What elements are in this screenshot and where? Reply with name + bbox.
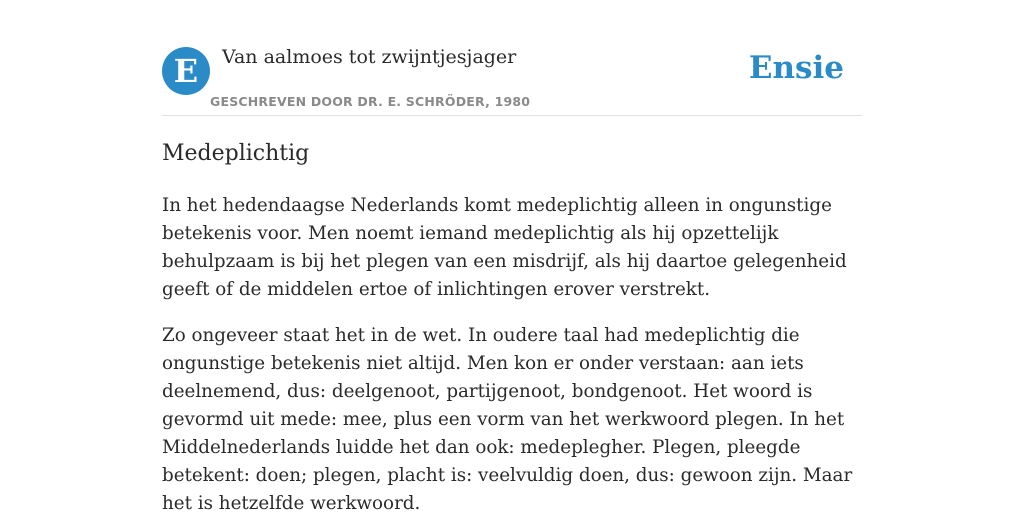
brand-logo[interactable]: Ensie (748, 50, 844, 86)
author-byline: GESCHREVEN DOOR DR. E. SCHRÖDER, 1980 (210, 94, 531, 109)
entry-heading: Medeplichtig (162, 141, 310, 166)
article-paragraph: In het hedendaagse Nederlands komt medeplichtig alleen in ongunstige betekenis voor. Men noemt iemand medeplichtig als hij opzettelijk behulpzaam is bij het plegen van een misdrijf, als hij daartoe gelegenheid geeft of de middelen ertoe of inlichtingen erover verstrekt. (162, 195, 847, 300)
article (162, 138, 867, 512)
ensie-logo-icon[interactable]: E (162, 47, 210, 95)
header-divider (162, 115, 862, 116)
article-paragraph: Zo ongeveer staat het in de wet. In oudere taal had medeplichtig die ongunstige betekenis niet altijd. Men kon er onder verstaan: aan iets deelnemend, dus: deelgenoot, partijgenoot, bondgenoot. Het woord is gevormd uit mede: mee, plus een vorm van het werkwoord plegen. In het Middelnederlands luidde het dan ook: medeplegher. Plegen, pleegde betekent: doen; plegen, placht is: veelvuldig doen, dus: gewoon zijn. Maar het is hetzelfde werkwoord. (162, 325, 853, 512)
book-title[interactable]: Van aalmoes tot zwijntjesjager (222, 46, 517, 68)
header (162, 44, 862, 116)
